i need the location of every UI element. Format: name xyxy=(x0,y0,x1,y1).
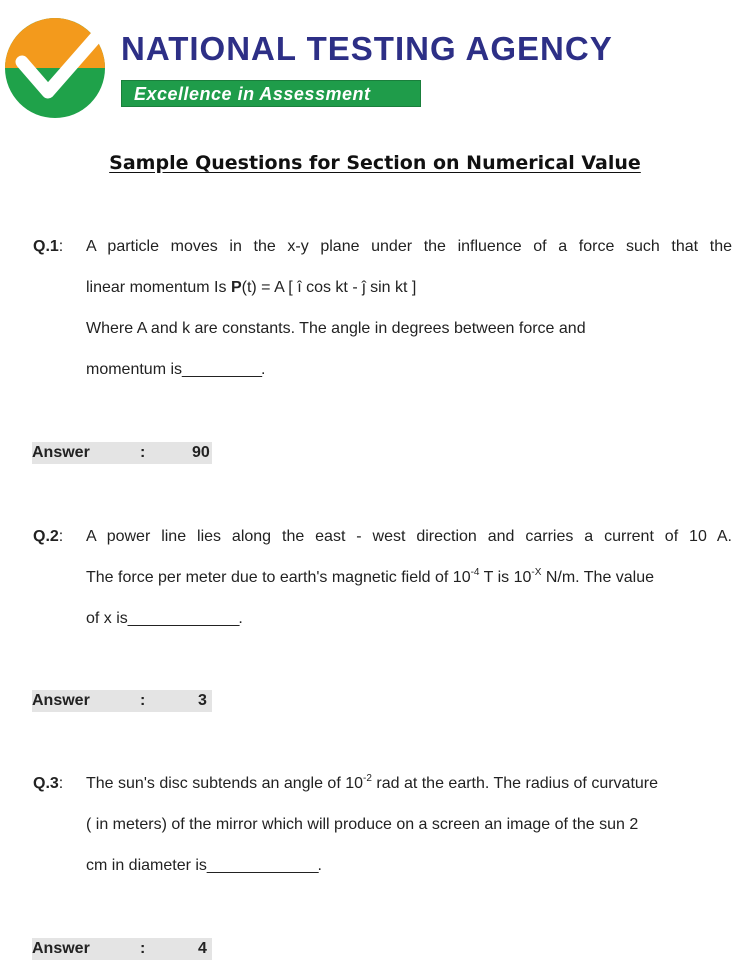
question-text-line: of x is______________. xyxy=(86,610,243,627)
question-text-line: linear momentum Is P(t) = A [ î cos kt - ĵ sin kt ] xyxy=(86,279,417,296)
question-text-line: The force per meter due to earth's magnetic field of $10^{-4}$ T is $10^{-X}$ N/m. The value xyxy=(86,567,655,586)
question-number: Q.3: xyxy=(33,775,64,792)
question-text-line: momentum is__________. xyxy=(86,361,266,378)
agency-tagline: Excellence in Assessment xyxy=(121,80,421,107)
question-number: Q.2: xyxy=(33,528,64,545)
answer-colon: : xyxy=(140,692,146,709)
answer-blank: __________ xyxy=(182,361,262,378)
answer-blank: ______________ xyxy=(127,610,239,627)
question-text-line: The sun's disc subtends an angle of $10^{-2}$ rad at the earth. The radius of curvature xyxy=(86,773,659,792)
question-text-line: A particle moves in the x-y plane under the influence of a force such that the xyxy=(86,238,732,255)
question-text-line: cm in diameter is______________. xyxy=(86,857,322,874)
answer-colon: : xyxy=(140,940,146,957)
page-title: Sample Questions for Section on Numerical Value xyxy=(109,152,641,174)
answer-label: Answer xyxy=(32,692,90,709)
agency-name: NATIONAL TESTING AGENCY xyxy=(121,30,613,67)
question-text-line: A power line lies along the east - west direction and carries a current of 10 A. xyxy=(86,528,732,545)
question-number: Q.1: xyxy=(33,238,64,255)
answer-value: 3 xyxy=(198,692,207,709)
answer-label: Answer xyxy=(32,940,90,957)
answer-blank: ______________ xyxy=(206,857,318,874)
question-text-line: ( in meters) of the mirror which will produce on a screen an image of the sun 2 xyxy=(86,816,639,833)
answer-value: 90 xyxy=(192,444,210,461)
nta-logo-icon xyxy=(0,10,110,125)
answer-colon: : xyxy=(140,444,146,461)
answer-value: 4 xyxy=(198,940,207,957)
answer-label: Answer xyxy=(32,444,90,461)
question-text-line: Where A and k are constants. The angle in degrees between force and xyxy=(86,320,586,337)
